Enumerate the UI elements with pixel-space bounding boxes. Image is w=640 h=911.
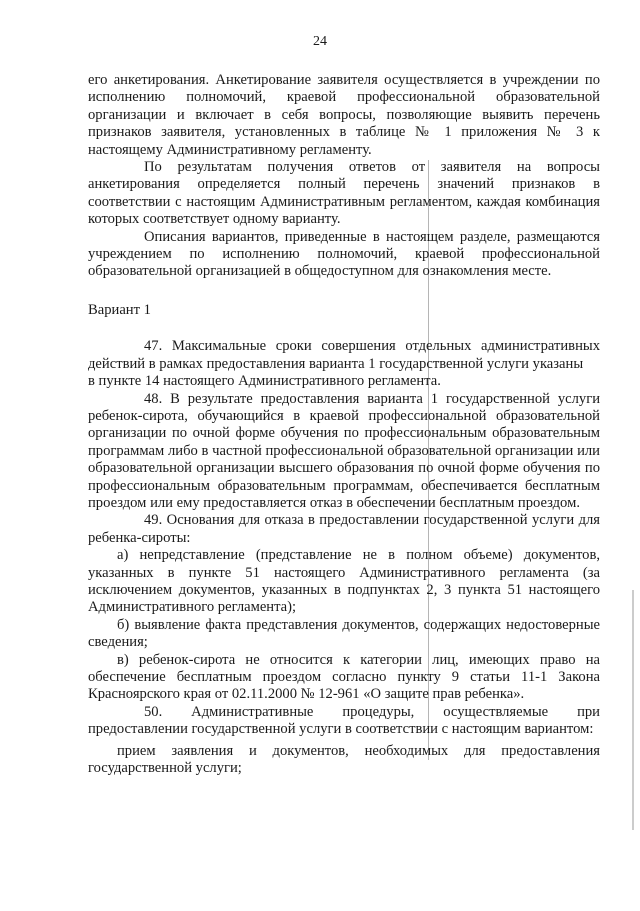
item-50-procedure: прием заявления и документов, необходимых для предоставления государственной услуги;	[88, 742, 600, 777]
paragraph-anketirovanie: его анкетирования. Анкетирование заявителя осуществляется в учреждении по исполнению полномочий, краевой профессиональной образовательной организации и включает в себя вопросы, позволяющие выявить перечень признаков заявителя, установленных в таблице № 1 приложения № 3 к настоящему Административному регламенту.	[88, 72, 600, 158]
paragraph-descriptions: Описания вариантов, приведенные в настоящем разделе, размещаются учреждением по исполнению полномочий, краевой профессиональной образовательной организацией в общедоступном для ознакомления месте.	[88, 228, 600, 280]
scan-edge-shadow	[632, 590, 634, 830]
subitem-b: б) выявление факта представления документов, содержащих недостоверные сведения;	[88, 616, 600, 651]
document-body	[88, 72, 600, 777]
page-number: 24	[313, 34, 327, 49]
section-heading: Вариант 1	[88, 301, 151, 318]
item-48: 48. В результате предоставления варианта 1 государственной услуги ребенок-сирота, обучающийся в краевой профессиональной образовательной организации по очной форме обучения по профессиональным образовательным программам либо в частной профессиональной образовательной организации или образовательной организации высшего образования по очной форме обучения по профессиональным образовательным программам, обеспечивается бесплатным проездом или ему предоставляется отказ в обеспечении бесплатным проездом.	[88, 390, 600, 511]
item-47: 47. Максимальные сроки совершения отдельных административных действий в рамках предоставления варианта 1 государственной услуги указаны	[88, 338, 600, 372]
paragraph-results: По результатам получения ответов от заявителя на вопросы анкетирования определяется полный перечень значений признаков в соответствии с настоящим Административным регламентом, каждая комбинация которых соответствует одному варианту.	[88, 159, 600, 228]
item-49: 49. Основания для отказа в предоставлении государственной услуги для ребенка-сироты:	[88, 512, 600, 546]
item-47-continuation: в пункте 14 настоящего Административного регламента.	[88, 373, 441, 390]
item-50: 50. Административные процедуры, осуществляемые при предоставлении государственной услуги в соответствии с настоящим вариантом:	[88, 703, 600, 738]
subitem-v: в) ребенок-сирота не относится к категории лиц, имеющих право на обеспечение бесплатным проездом согласно пункту 9 статьи 11-1 Закона Красноярского края от 02.11.2000 № 12-961 «О защите прав ребенка».	[88, 651, 600, 703]
subitem-a: а) непредставление (представление не в полном объеме) документов, указанных в пункте 51 настоящего Административного регламента (за исключением документов, указанных в подпунктах 2, 3 пункта 51 настоящего Административного регламента);	[88, 547, 600, 616]
